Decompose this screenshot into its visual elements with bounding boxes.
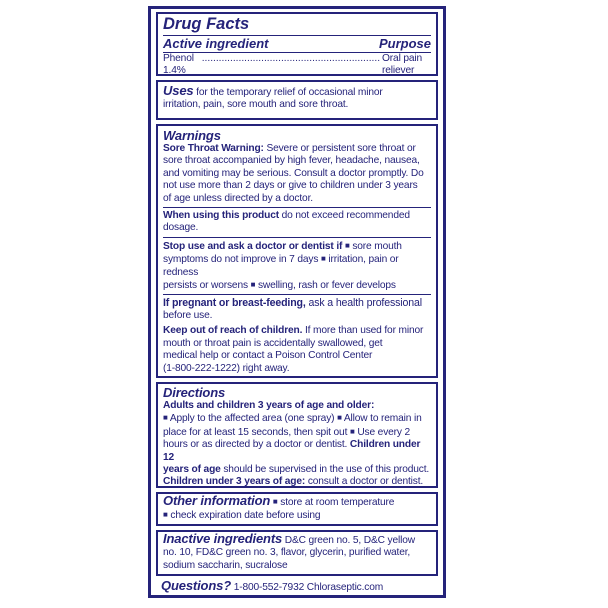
when-using-lead: When using this product [163, 210, 279, 222]
stop-item-5: swelling, rash or fever develops [257, 280, 396, 292]
uses-line-2: irritation, pain, sore mouth and sore throat. [163, 99, 349, 111]
bullet-icon: ■ [349, 426, 355, 436]
keep-out-line-4: (1-800-222-1222) right away. [163, 362, 290, 374]
directions-line-2a: place for at least 15 seconds, then spit out [163, 426, 348, 438]
inactive-line-2: no. 10, FD&C green no. 3, flavor, glycerin, purified water, [163, 547, 411, 559]
pregnant-line-2: before use. [163, 309, 213, 321]
sore-throat-line-1: Severe or persistent sore throat or [266, 143, 416, 154]
sore-throat-line-3: and vomiting may be serious. Consult a doctor promptly. Do [163, 167, 424, 179]
ingredient-purpose: Oral pain reliever [382, 53, 423, 77]
inactive-ingredients-section [156, 530, 438, 576]
uses-heading: Uses [163, 83, 194, 98]
sore-throat-line-2: sore throat accompanied by high fever, headache, nausea, [163, 155, 420, 167]
keep-out-line-2: mouth or throat pain is accidentally swallowed, get [163, 337, 383, 349]
directions-heading: Directions [163, 385, 226, 400]
other-info-item-2: check expiration date before using [170, 510, 321, 522]
uses-section [156, 80, 438, 120]
ingredient-name: Phenol 1.4% [163, 53, 194, 77]
when-using-text: do not exceed recommended dosage. [163, 210, 410, 234]
warnings-section [156, 124, 438, 378]
active-ingredient-header-row [163, 35, 431, 52]
active-ingredient-header: Active ingredient [163, 36, 269, 51]
other-information-heading: Other information [163, 493, 271, 508]
bullet-icon: ■ [344, 240, 350, 250]
sore-throat-warning-lead: Sore Throat Warning: [163, 143, 264, 154]
directions-line-4b: should be supervised in the use of this product. [223, 464, 430, 476]
questions-heading: Questions? [161, 578, 232, 593]
pregnant-line-1: ask a health professional [308, 297, 422, 310]
stop-use-lead: Stop use and ask a doctor or dentist if [163, 240, 343, 252]
adults-lead: Adults and children 3 years of age and older: [163, 400, 375, 411]
questions-phone: 1-800-552-7932 [233, 582, 305, 593]
directions-line-5b: consult a doctor or dentist. [307, 476, 424, 488]
keep-out-line-1: If more than used for minor [304, 325, 424, 337]
bullet-icon: ■ [163, 413, 168, 423]
directions-line-1a: Apply to the affected area (one spray) [169, 413, 335, 425]
ingredient-row [163, 52, 431, 78]
stop-item-3: irritation, pain or redness [163, 254, 399, 278]
other-information-section [156, 492, 438, 526]
warnings-heading: Warnings [163, 128, 221, 143]
questions-website: Chloraseptic.com [306, 582, 384, 593]
drug-facts-panel [148, 6, 446, 598]
uses-line-1: for the temporary relief of occasional minor [196, 87, 383, 98]
directions-line-2b: Use every 2 [357, 426, 411, 438]
questions-section [156, 579, 438, 597]
directions-line-4a: years of age [163, 464, 221, 476]
stop-item-1: sore mouth [352, 240, 402, 252]
other-info-item-1: store at room temperature [280, 497, 395, 508]
bullet-icon: ■ [337, 413, 342, 423]
sore-throat-line-4: not use more than 2 days or give to children under 3 years [163, 180, 418, 192]
bullet-icon: ■ [320, 254, 326, 264]
inactive-line-3: sodium saccharin, sucralose [163, 559, 288, 571]
sore-throat-line-5: of age unless directed by a doctor. [163, 192, 313, 204]
directions-line-5a: Children under 3 years of age: [163, 476, 306, 488]
bullet-icon: ■ [163, 510, 168, 520]
inactive-ingredients-heading: Inactive ingredients [163, 531, 283, 546]
drug-facts-section [156, 12, 438, 76]
pregnant-lead: If pregnant or breast-feeding, [163, 297, 306, 310]
dot-leader: ............................................................... [201, 53, 381, 64]
keep-out-lead: Keep out of reach of children. [163, 325, 303, 337]
bullet-icon: ■ [272, 497, 278, 506]
bullet-icon: ■ [250, 280, 256, 290]
directions-section [156, 382, 438, 488]
directions-line-1b: Allow to remain in [343, 413, 422, 425]
directions-line-3b: Children under 12 [163, 439, 421, 463]
drug-facts-title: Drug Facts [163, 15, 250, 33]
keep-out-line-3: medical help or contact a Poison Control Center [163, 350, 373, 362]
directions-line-3a: hours or as directed by a doctor or dentist. [163, 439, 348, 451]
inactive-line-1: D&C green no. 5, D&C yellow [284, 535, 415, 546]
stop-item-2: symptoms do not improve in 7 days [163, 254, 319, 266]
purpose-header: Purpose [378, 36, 431, 51]
stop-item-4: persists or worsens [163, 280, 248, 292]
